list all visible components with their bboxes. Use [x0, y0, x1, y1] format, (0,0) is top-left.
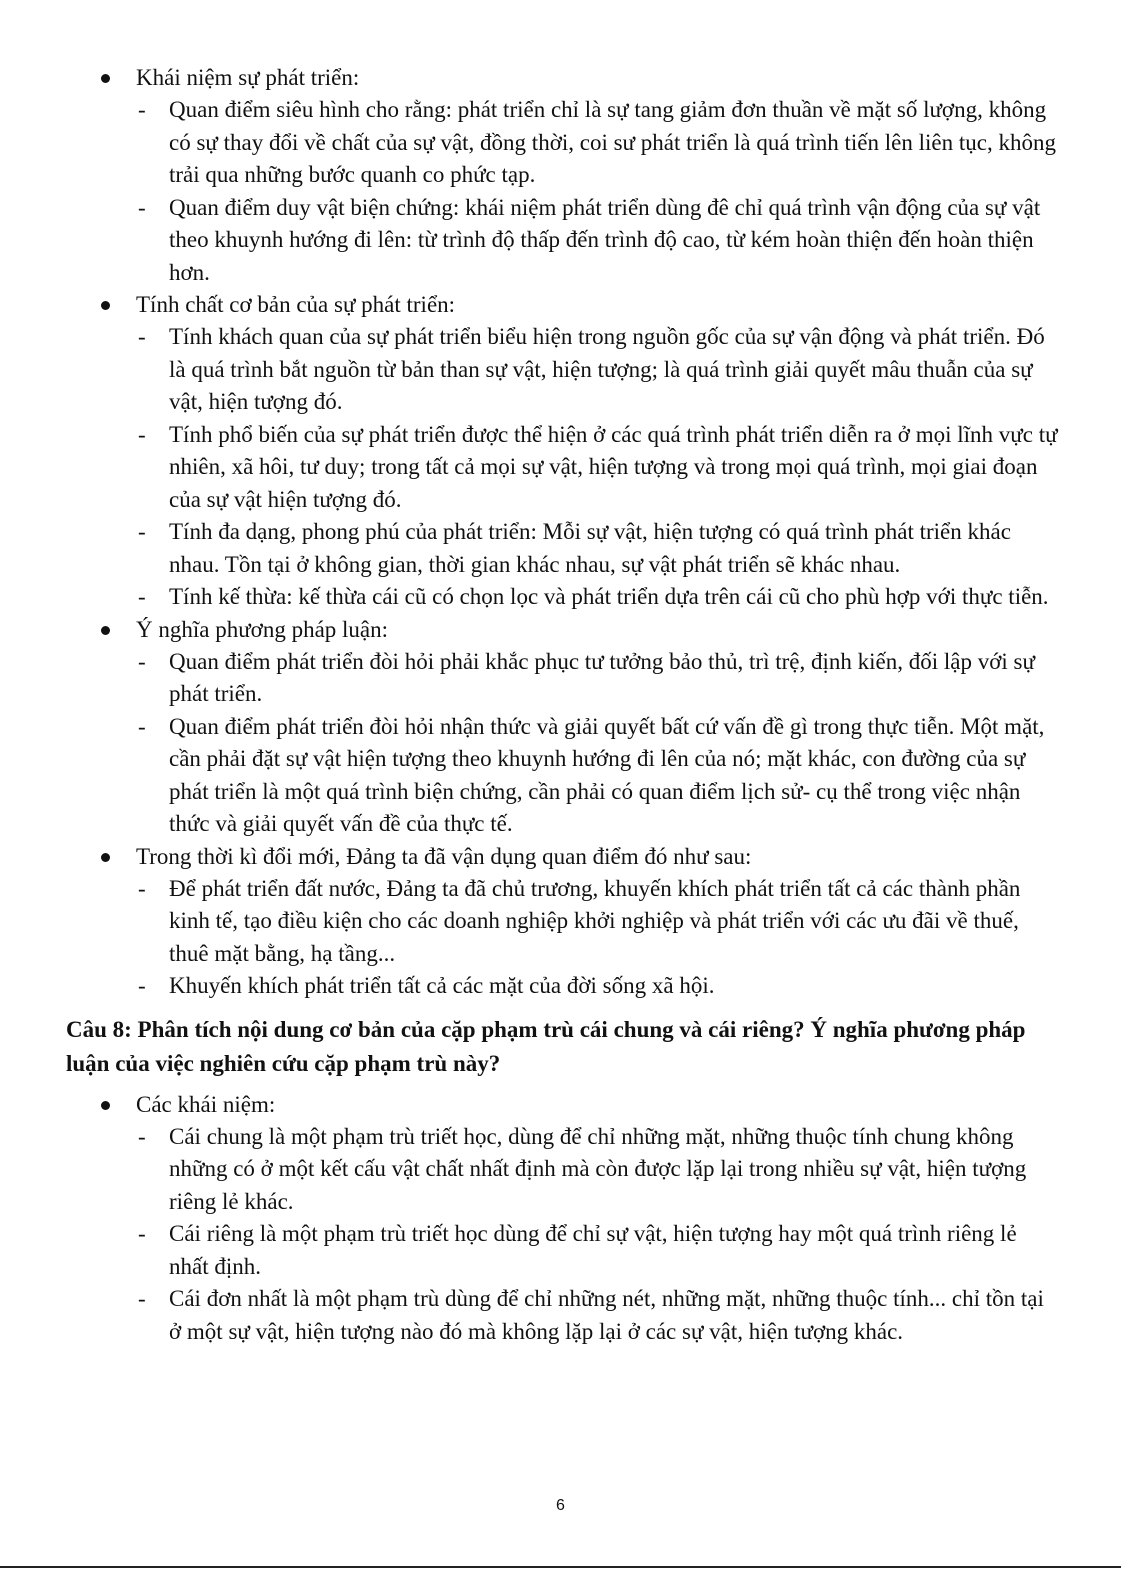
- list-item: - Quan điểm phát triển đòi hỏi phải khắc phục tư tưởng bảo thủ, trì trệ, định kiến, đối lập với sự phát triển.: [100, 646, 1060, 711]
- page-bottom-rule: [0, 1566, 1121, 1568]
- section-concepts: [100, 1089, 1060, 1349]
- list-item: - Tính đa dạng, phong phú của phát triển: Mỗi sự vật, hiện tượng có quá trình phát triển khác nhau. Tồn tại ở không gian, thời gian khác nhau, sự vật phát triển sẽ khác nhau.: [100, 516, 1060, 581]
- page-number: 6: [556, 1497, 565, 1514]
- dash-marker: -: [138, 421, 146, 447]
- dash-marker: -: [138, 97, 146, 122]
- section-methodology: [100, 614, 1060, 841]
- dash-marker: -: [138, 875, 146, 901]
- dash-marker: -: [138, 324, 146, 349]
- bullet-heading: Ý nghĩa phương pháp luận:: [100, 614, 1060, 646]
- bullet-heading: Khái niệm sự phát triển:: [100, 62, 1060, 94]
- list-item: - Khuyến khích phát triển tất cả các mặt của đời sống xã hội.: [100, 970, 1060, 1003]
- dash-marker: -: [138, 519, 146, 544]
- page-content: [66, 62, 1060, 1348]
- list-item: - Quan điểm phát triển đòi hỏi nhận thức và giải quyết bất cứ vấn đề gì trong thực tiễn. Một mặt, cần phải đặt sự vật hiện tượng theo khuynh hướng đi lên của nó; mặt khác, con đường của sự phát triển là một quá trình biện chứng, cần phải có quan điểm lịch sử- cụ thể trong việc nhận thức và giải quyết vấn đề của thực tế.: [100, 711, 1060, 841]
- list-item: - Cái riêng là một phạm trù triết học dùng để chỉ sự vật, hiện tượng hay một quá trình riêng lẻ nhất định.: [100, 1218, 1060, 1283]
- dash-marker: -: [138, 194, 146, 220]
- question-heading: Câu 8: Phân tích nội dung cơ bản của cặp phạm trù cái chung và cái riêng? Ý nghĩa phương pháp luận của việc nghiên cứu cặp phạm trù này?: [66, 1016, 1026, 1076]
- list-item: - Quan điểm siêu hình cho rằng: phát triển chỉ là sự tang giảm đơn thuần về mặt số lượng, không có sự thay đổi về chất của sự vật, đồng thời, coi sư phát triển là quá trình tiến lên liên tục, không trải qua những bước quanh co phức tạp.: [100, 94, 1060, 192]
- dash-marker: -: [138, 1221, 146, 1246]
- dash-marker: -: [138, 973, 146, 998]
- bullet-dot-icon: [101, 301, 110, 310]
- bullet-dot-icon: [101, 1101, 110, 1110]
- section-basic-properties: [100, 289, 1060, 614]
- bullet-heading: Tính chất cơ bản của sự phát triển:: [100, 289, 1060, 321]
- bullet-heading: Các khái niệm:: [100, 1089, 1060, 1121]
- bullet-dot-icon: [101, 626, 110, 635]
- list-item: - Tính kế thừa: kế thừa cái cũ có chọn lọc và phát triển dựa trên cái cũ cho phù hợp với thực tiễn.: [100, 581, 1060, 614]
- list-item: - Tính khách quan của sự phát triển biểu hiện trong nguồn gốc của sự vận động và phát triển. Đó là quá trình bắt nguồn từ bản than sự vật, hiện tượng; là quá trình giải quyết mâu thuẫn của sự vật, hiện tượng đó.: [100, 321, 1060, 419]
- bullet-dot-icon: [101, 74, 110, 83]
- bullet-heading: Trong thời kì đổi mới, Đảng ta đã vận dụng quan điểm đó như sau:: [100, 841, 1060, 873]
- dash-marker: -: [138, 584, 146, 609]
- list-item: - Quan điểm duy vật biện chứng: khái niệm phát triển dùng đê chỉ quá trình vận động của sự vật theo khuynh hướng đi lên: từ trình độ thấp đến trình độ cao, từ kém hoàn thiện đến hoàn thiện hơn.: [100, 192, 1060, 290]
- section-development-concept: [100, 62, 1060, 289]
- list-item: - Cái đơn nhất là một phạm trù dùng để chỉ những nét, những mặt, những thuộc tính... chỉ tồn tại ở một sự vật, hiện tượng nào đó mà không lặp lại ở các sự vật, hiện tượng khác.: [100, 1283, 1060, 1348]
- section-renovation: [100, 841, 1060, 1003]
- list-item: - Tính phổ biến của sự phát triển được thể hiện ở các quá trình phát triển diễn ra ở mọi lĩnh vực tự nhiên, xã hôi, tư duy; trong tất cả mọi sự vật, hiện tượng và trong mọi quá trình, mọi giai đoạn của sự vật hiện tượng đó.: [100, 419, 1060, 517]
- dash-marker: -: [138, 1123, 146, 1149]
- dash-marker: -: [138, 1286, 146, 1311]
- list-item: - Để phát triển đất nước, Đảng ta đã chủ trương, khuyến khích phát triển tất cả các thành phần kinh tế, tạo điều kiện cho các doanh nghiệp khởi nghiệp và phát triển với các ưu đãi về thuế, thuê mặt bằng, hạ tầng...: [100, 873, 1060, 971]
- dash-marker: -: [138, 648, 146, 674]
- bullet-dot-icon: [101, 853, 110, 862]
- list-item: - Cái chung là một phạm trù triết học, dùng để chỉ những mặt, những thuộc tính chung không những có ở một kết cấu vật chất nhất định mà còn được lặp lại trong nhiều sự vật, hiện tượng riêng lẻ khác.: [100, 1121, 1060, 1219]
- dash-marker: -: [138, 713, 146, 739]
